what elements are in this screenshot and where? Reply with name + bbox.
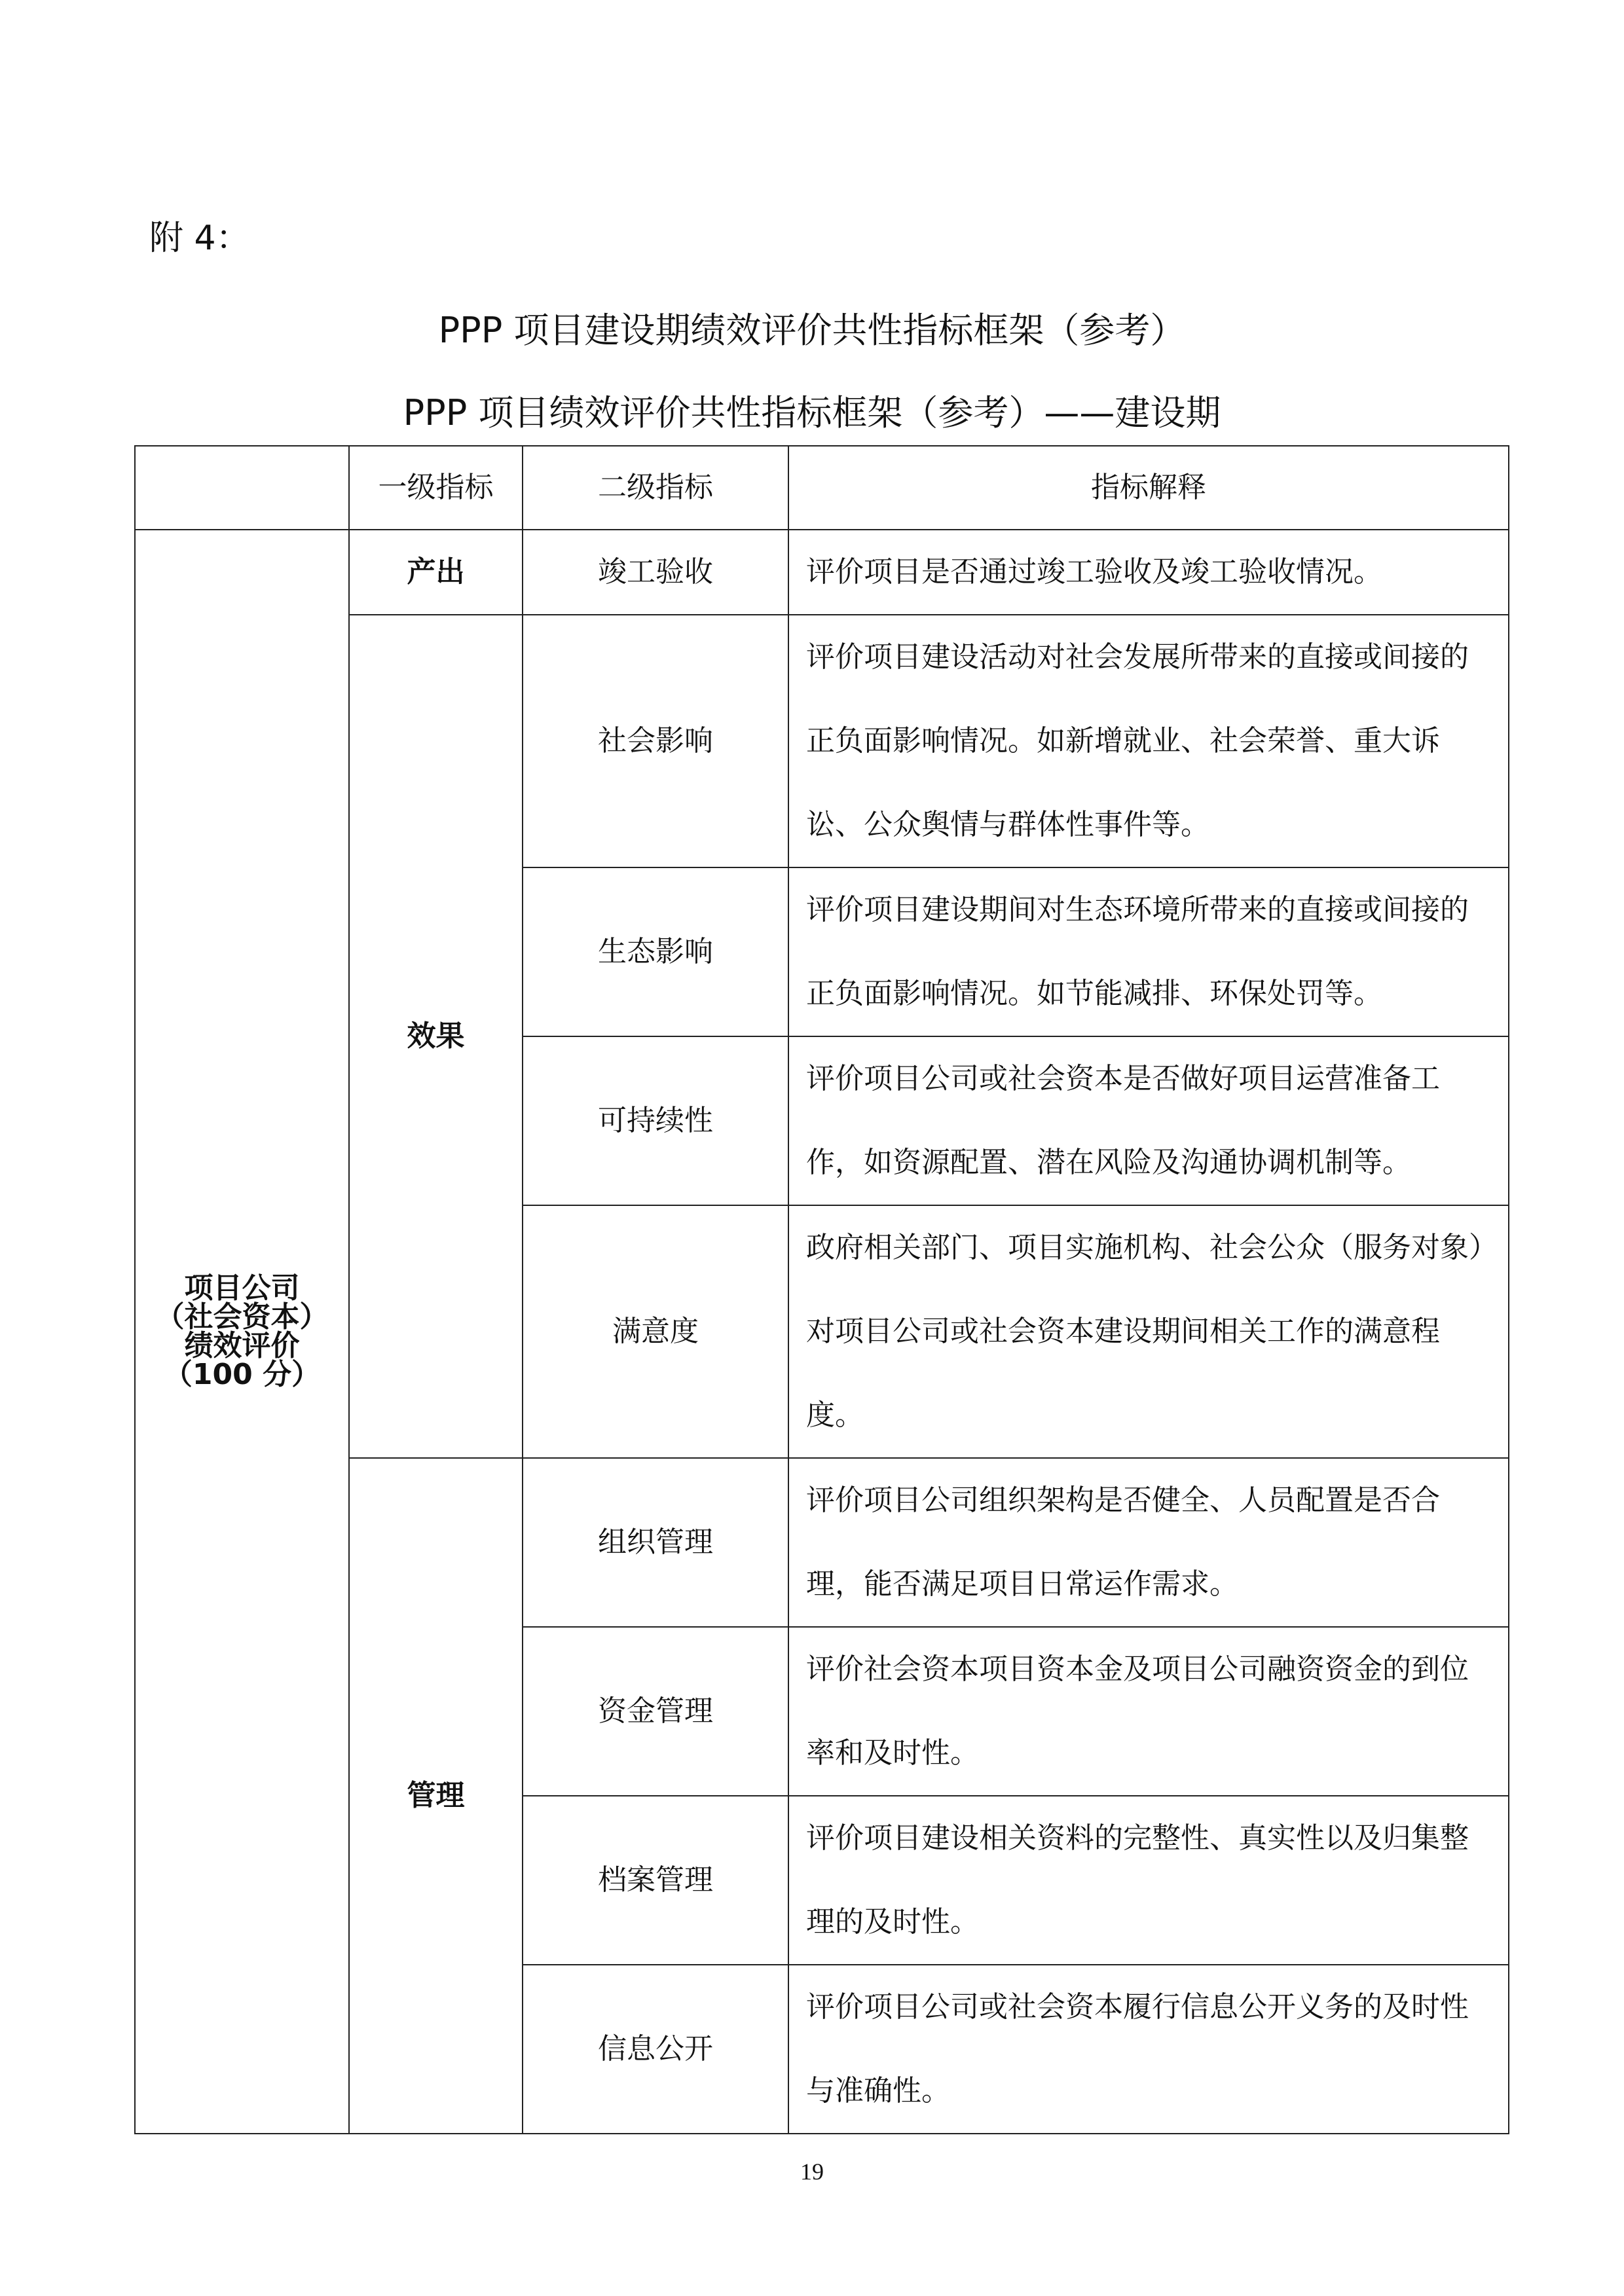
- explanation-cell: 政府相关部门、项目实施机构、社会公众（服务对象）对项目公司或社会资本建设期间相关工作的满意程度。: [788, 1205, 1509, 1458]
- explanation-cell: 评价社会资本项目资本金及项目公司融资资金的到位率和及时性。: [788, 1627, 1509, 1796]
- explanation-cell: 评价项目是否通过竣工验收及竣工验收情况。: [788, 530, 1509, 615]
- level1-management: 管理: [349, 1458, 523, 2134]
- table-header-row: [135, 446, 1509, 530]
- subject-cell: [135, 530, 349, 2134]
- level2-cell: 竣工验收: [523, 530, 788, 615]
- page-number: 19: [800, 2159, 824, 2185]
- level2-cell: 满意度: [523, 1205, 788, 1458]
- level2-cell: 生态影响: [523, 867, 788, 1036]
- table-title: PPP 项目绩效评价共性指标框架（参考）——建设期: [403, 392, 1221, 433]
- explanation-cell: 评价项目公司组织架构是否健全、人员配置是否合理，能否满足项目日常运作需求。: [788, 1458, 1509, 1627]
- header-level2: 二级指标: [523, 446, 788, 530]
- level2-cell: 可持续性: [523, 1036, 788, 1205]
- document-title: PPP 项目建设期绩效评价共性指标框架（参考）: [438, 310, 1186, 351]
- level2-cell: 组织管理: [523, 1458, 788, 1627]
- explanation-cell: 评价项目公司或社会资本是否做好项目运营准备工作，如资源配置、潜在风险及沟通协调机制等。: [788, 1036, 1509, 1205]
- level1-output: 产出: [349, 530, 523, 615]
- annex-label: 附 4：: [149, 219, 250, 258]
- level2-cell: 资金管理: [523, 1627, 788, 1796]
- subject-line: 绩效评价: [184, 1329, 300, 1362]
- explanation-cell: 评价项目建设活动对社会发展所带来的直接或间接的正负面影响情况。如新增就业、社会荣誉、重大诉讼、公众舆情与群体性事件等。: [788, 615, 1509, 867]
- indicator-table: [134, 445, 1509, 2134]
- header-subject: [135, 446, 349, 530]
- explanation-cell: 评价项目建设相关资料的完整性、真实性以及归集整理的及时性。: [788, 1796, 1509, 1965]
- level2-cell: 档案管理: [523, 1796, 788, 1965]
- level1-effect: 效果: [349, 615, 523, 1458]
- subject-line: （100 分）: [163, 1358, 321, 1391]
- explanation-cell: 评价项目建设期间对生态环境所带来的直接或间接的正负面影响情况。如节能减排、环保处罚等。: [788, 867, 1509, 1036]
- level2-cell: 信息公开: [523, 1965, 788, 2134]
- subject-line: （社会资本）: [155, 1300, 329, 1334]
- header-level1: 一级指标: [349, 446, 523, 530]
- explanation-cell: 评价项目公司或社会资本履行信息公开义务的及时性与准确性。: [788, 1965, 1509, 2134]
- header-explanation: 指标解释: [788, 446, 1509, 530]
- subject-line: 项目公司: [184, 1271, 300, 1305]
- table-row: [135, 530, 1509, 615]
- level2-cell: 社会影响: [523, 615, 788, 867]
